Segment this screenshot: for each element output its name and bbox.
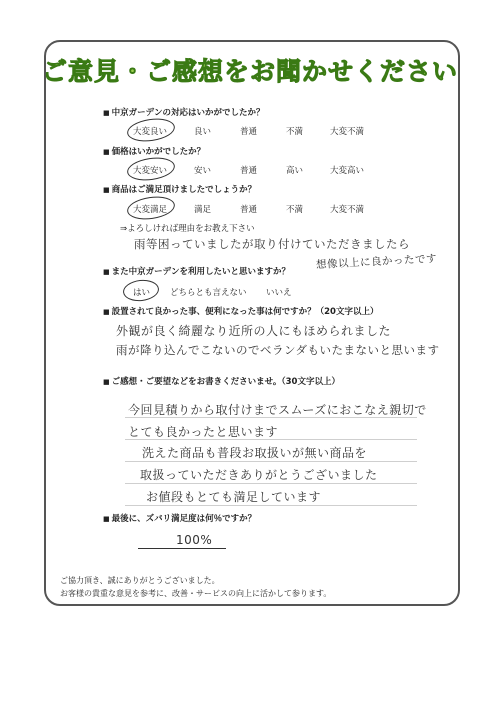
q3-reason-prompt: ⇒よろしければ理由をお教え下さい — [120, 224, 255, 234]
question-service: ■ 中京ガーデンの対応はいかがでしたか？ — [103, 106, 264, 118]
q1-option-normal[interactable]: 普通 — [240, 127, 258, 137]
q3-option-very-dissatisfied[interactable]: 大変不満 — [330, 205, 365, 215]
q3-option-dissatisfied[interactable]: 不満 — [286, 205, 304, 215]
question-product: ■ 商品はご満足頂けましたでしょうか？ — [103, 183, 256, 195]
q3-option-satisfied[interactable]: 満足 — [194, 205, 212, 215]
q1-option-dissatisfied[interactable]: 不満 — [286, 127, 304, 137]
q4-option-no[interactable]: いいえ — [266, 288, 292, 298]
question-comments: ■ ご感想・ご要望などをお書きくださいませ。（30文字以上） — [103, 375, 340, 387]
survey-title: ご意見・ご感想をお聞かせください — [41, 57, 458, 86]
footer-note: お客様の貴重な意見を参考に、改善・サービスの向上に活かして参ります。 — [60, 589, 332, 598]
q6-answer-line-4: 取扱っていただきありがとうございました — [140, 468, 378, 482]
question-benefits: ■ 設置されて良かった事、便利になった事は何ですか？（20文字以上） — [103, 305, 378, 317]
footer-thanks: ご協力頂き、誠にありがとうございました。 — [60, 576, 220, 585]
q3-answer-line-1: 雨等困っていましたが取り付けていただきましたら — [134, 237, 410, 251]
q2-option-very-expensive[interactable]: 大変高い — [330, 166, 365, 176]
q2-option-normal[interactable]: 普通 — [240, 166, 258, 176]
q1-option-good[interactable]: 良い — [194, 127, 212, 137]
question-price: ■ 価格はいかがでしたか？ — [103, 145, 205, 157]
question-satisfaction-rate: ■ 最後に、ズバリ満足度は何％ですか？ — [103, 512, 256, 524]
q4-option-undecided[interactable]: どちらとも言えない — [170, 288, 247, 298]
q2-option-very-cheap[interactable]: 大変安い — [133, 166, 168, 176]
q6-answer-line-2: とても良かったと思います — [128, 425, 279, 439]
q4-option-yes[interactable]: はい — [133, 288, 151, 298]
q3-option-very-satisfied[interactable]: 大変満足 — [133, 205, 168, 215]
ruled-line — [125, 505, 417, 506]
q3-answer-line-2: 想像以上に良かったです — [315, 252, 438, 272]
q1-option-very-good[interactable]: 大変良い — [133, 127, 168, 137]
q5-answer-line-2: 雨が降り込んでこないのでベランダもいたまないと思います — [116, 343, 440, 357]
q3-option-normal[interactable]: 普通 — [240, 205, 258, 215]
q6-answer-line-5: お値段もとても満足しています — [146, 490, 322, 504]
question-reuse: ■ また中京ガーデンを利用したいと思いますか？ — [103, 265, 290, 277]
q7-answer: 100% — [176, 533, 213, 547]
q6-answer-line-1: 今回見積りから取付けまでスムーズにおこなえ親切で — [128, 403, 427, 417]
q2-option-expensive[interactable]: 高い — [286, 166, 304, 176]
ruled-line — [125, 483, 417, 484]
q6-answer-line-3: 洗えた商品も普段お取扱いが無い商品を — [142, 446, 368, 460]
q5-answer-line-1: 外観が良く綺麗なり近所の人にもほめられました — [116, 324, 392, 338]
q2-option-cheap[interactable]: 安い — [194, 166, 212, 176]
ruled-line — [125, 461, 417, 462]
answer-underline — [138, 548, 226, 549]
q1-option-very-dissatisfied[interactable]: 大変不満 — [330, 127, 365, 137]
